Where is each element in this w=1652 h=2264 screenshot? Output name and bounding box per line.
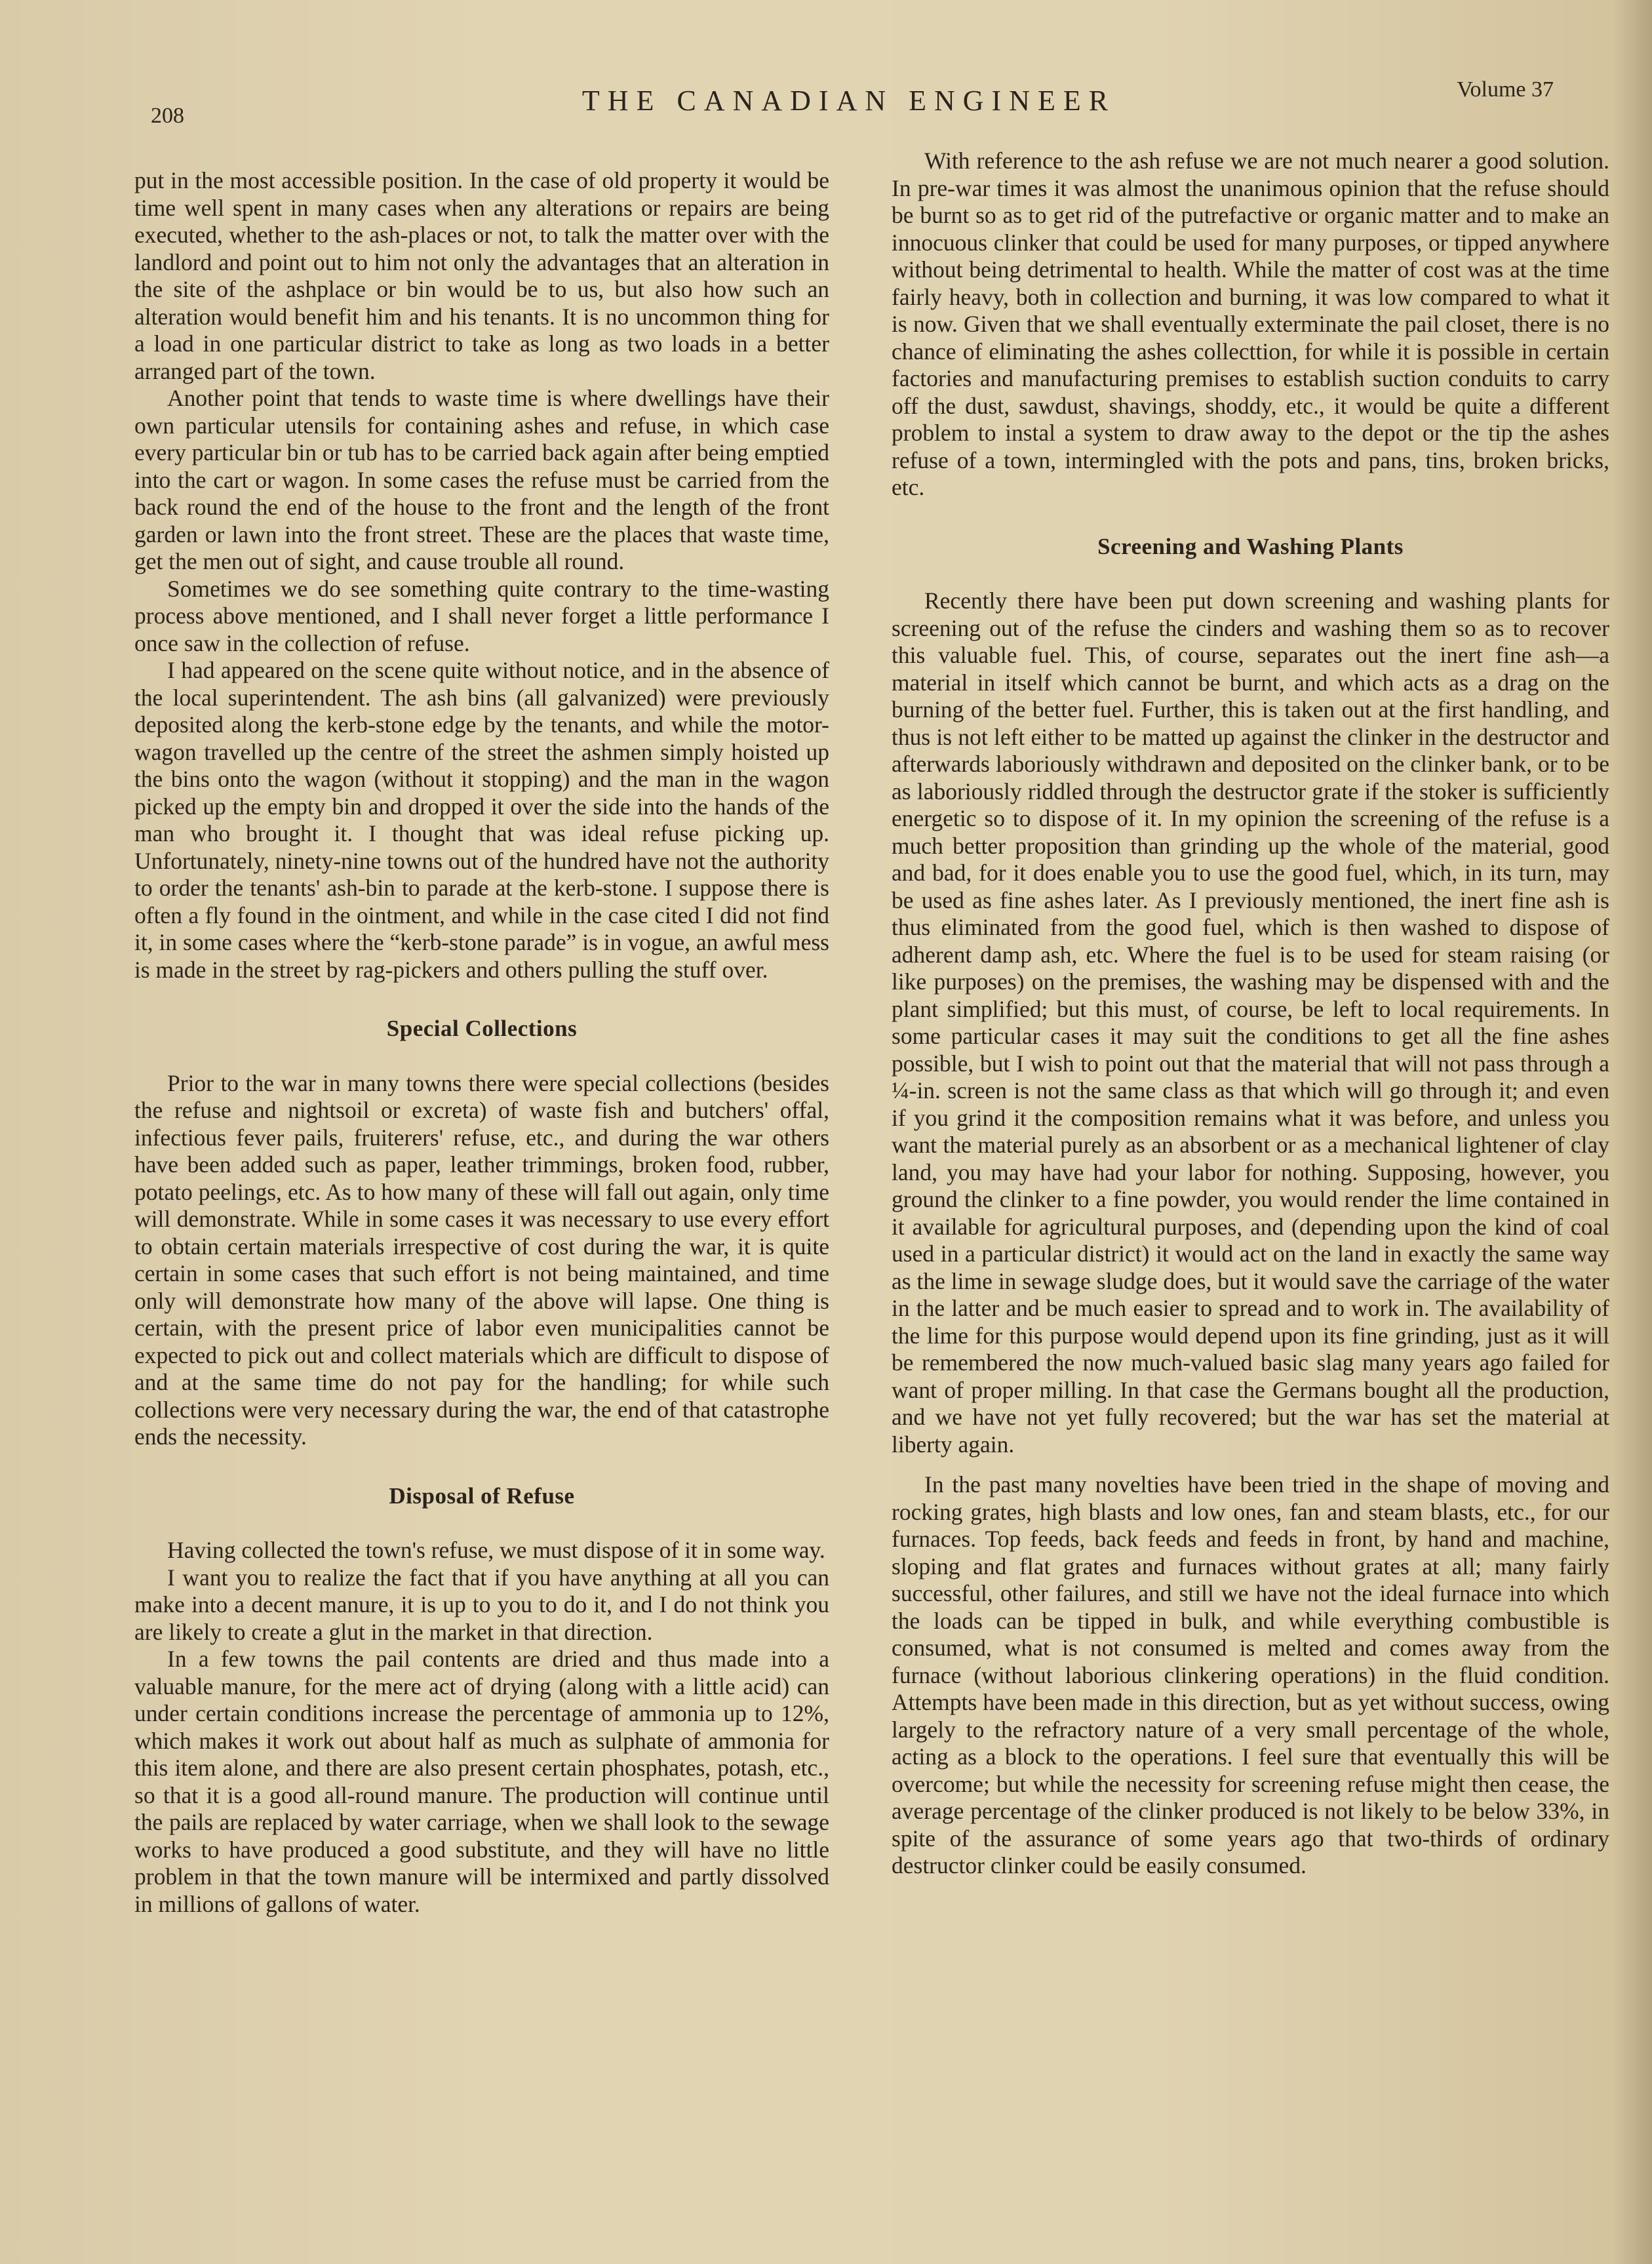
paragraph: With reference to the ash refuse we are not much nearer a good solution. In pre-war times it was almost the unanimous opinion that the refuse should be burnt so as to get rid of the putrefactive or organic matter and to make an innocuous clinker that could be used for many purposes, or tipped anywhere without being detrimental to health. While the matter of cost was at the time fairly heavy, both in collection and burning, it was low compared to what it is now. Given that we shall eventually exterminate the pail closet, there is no chance of eliminating the ashes collecttion, for while it is possible in certain factories and manufacturing premises to establish suction conduits to carry off the dust, sawdust, shavings, shoddy, etc., it would be quite a different problem to instal a system to draw away to the depot or the tip the ashes refuse of a town, intermingled with the pots and pans, tins, broken bricks, etc. [892, 148, 1609, 500]
paragraph: I had appeared on the scene quite without notice, and in the absence of the local superintendent. The ash bins (all galvanized) were previously deposited along the kerb-stone edge by the tenants, and while the motor-wagon travelled up the centre of the street the ashmen simply hoisted up the bins onto the wagon (without it stopping) and the man in the wagon picked up the empty bin and dropped it over the side into the hands of the man who brought it. I thought that was ideal refuse picking up. Unfortunately, ninety-nine towns out of the hundred have not the authority to order the tenants' ash-bin to parade at the kerb-stone. I suppose there is often a fly found in the ointment, and while in the case cited I did not find it, in some cases where the “kerb-stone parade” is in vogue, an awful mess is made in the street by rag-pickers and others pulling the stuff over. [134, 657, 829, 983]
left-column [134, 167, 829, 1918]
journal-title: THE CANADIAN ENGINEER [581, 85, 1116, 117]
paragraph: I want you to realize the fact that if you have anything at all you can make into a decent manure, it is up to you to do it, and I do not think you are likely to create a glut in the market in that direction. [134, 1564, 829, 1645]
paragraph: put in the most accessible position. In the case of old property it would be time well spent in many cases when any alterations or repairs are being executed, whether to the ash-places or not, to talk the matter over with the landlord and point out to him not only the advantages that an alteration in the site of the ashplace or bin would be to us, but also how such an alteration would benefit him and his tenants. It is no uncommon thing for a load in one particular district to take as long as two loads in a better arranged part of the town. [134, 167, 829, 384]
volume-label: Volume 37 [1457, 77, 1554, 102]
section-heading-special-collections: Special Collections [386, 1016, 578, 1041]
paragraph: In a few towns the pail contents are dried and thus made into a valuable manure, for the mere act of drying (along with a little acid) can under certain conditions increase the percentage of ammonia up to 12%, which makes it work out about half as much as sulphate of ammonia for this item alone, and there are also present certain phosphates, potash, etc., so that it is a good all-round manure. The production will continue until the pails are replaced by water carriage, when we shall look to the sewage works to have produced a good substitute, and they will have no little problem in that the town manure will be intermixed and partly dissolved in millions of gallons of water. [134, 1646, 829, 1917]
page-header [144, 77, 1554, 136]
paragraph: Having collected the town's refuse, we must dispose of it in some way. [167, 1537, 825, 1563]
page-binding-shadow [1613, 0, 1652, 2264]
paragraph: Prior to the war in many towns there were special collections (besides the refuse and nightsoil or excreta) of waste fish and butchers' offal, infectious fever pails, fruiterers' refuse, etc., and during the war others have been added such as paper, leather trimmings, broken food, rubber, potato peelings, etc. As to how many of these will fall out again, only time will demonstrate. While in some cases it was necessary to use every effort to obtain certain materials irrespective of cost during the war, it is quite certain in some cases that such effort is not being maintained, and time only will demonstrate how many of the above will lapse. One thing is certain, with the present price of labor even municipalities cannot be expected to pick out and collect materials which are difficult to dispose of and at the same time do not pay for the handling; for while such collections were very necessary during the war, the end of that catastrophe ends the necessity. [134, 1069, 829, 1450]
paragraph: In the past many novelties have been tried in the shape of moving and rocking grates, high blasts and low ones, fan and steam blasts, etc., for our furnaces. Top feeds, back feeds and feeds in front, by hand and machine, sloping and flat grates and furnaces without grates at all; many fairly successful, other failures, and still we have not the ideal furnace into which the loads can be tipped in bulk, and while everything combustible is consumed, what is not consumed is melted and comes away from the furnace (without laborious clinkering operations) in the fluid condition. Attempts have been made in this direction, but as yet without success, owing largely to the refractory nature of a very small percentage of the whole, acting as a block to the operations. I feel sure that eventually this will be overcome; but while the necessity for screening refuse might then cease, the average percentage of the clinker produced is not likely to be below 33%, in spite of the assurance of some years ago that two-thirds of ordinary destructor clinker could be easily consumed. [892, 1471, 1609, 1878]
section-heading-screening-and-washing-plants: Screening and Washing Plants [1097, 533, 1404, 559]
page-number: 208 [151, 104, 184, 128]
paragraph: Sometimes we do see something quite contrary to the time-wasting process above mentioned, and I shall never forget a little performance I once saw in the collection of refuse. [134, 575, 829, 656]
paragraph: Recently there have been put down screening and washing plants for screening out of the refuse the cinders and washing them so as to recover this valuable fuel. This, of course, separates out the inert fine ash—a material in itself which cannot be burnt, and which acts as a drag on the burning of the better fuel. Further, this is taken out at the first handling, and thus is not left either to be matted up against the clinker in the destructor and afterwards laboriously withdrawn and deposited on the clinker bank, or to be as laboriously riddled through the destructor grate if the stoker is sufficiently energetic so to dispose of it. In my opinion the screening of the refuse is a much better proposition than grinding up the whole of the material, good and bad, for it does enable you to use the good fuel, which, in its turn, may be used as fine ashes later. As I previously mentioned, the inert fine ash is thus eliminated from the good fuel, which is then washed to dispose of adherent damp ash, etc. Where the fuel is to be used for steam raising (or like purposes) on the premises, the washing may be dispensed with and the plant simplified; but this must, of course, be left to local requirements. In some particular cases it may suit the conditions to get all the fine ashes possible, but I wish to point out that the material that will not pass through a ¼-in. screen is not the same class as that which will go through it; and even if you grind it the composition remains what it was before, and unless you want the material purely as an absorbent or as a mechanical lightener of clay land, you may have had your labor for nothing. Supposing, however, you ground the clinker to a fine powder, you would render the lime contained in it available for agricultural purposes, and (depending upon the kind of coal used in a particular district) it would act on the land in exactly the same way as the lime in sewage sludge does, but it would save the carriage of the water in the latter and be much easier to spread and to work in. The availability of the lime for this purpose would depend upon its fine grinding, just as it will be remembered the now much-valued basic slag many years ago failed for want of proper milling. In that case the Germans bought all the production, and we have not yet fully recovered; but the war has set the material at liberty again. [892, 587, 1609, 1458]
paragraph: Another point that tends to waste time is where dwellings have their own particular utensils for containing ashes and refuse, in which case every particular bin or tub has to be carried back again after being emptied into the cart or wagon. In some cases the refuse must be carried from the back round the end of the house to the front and the length of the front garden or lawn into the front street. These are the places that waste time, get the men out of sight, and cause trouble all round. [134, 385, 829, 574]
right-column [892, 148, 1609, 1880]
section-heading-disposal-of-refuse: Disposal of Refuse [389, 1482, 575, 1509]
